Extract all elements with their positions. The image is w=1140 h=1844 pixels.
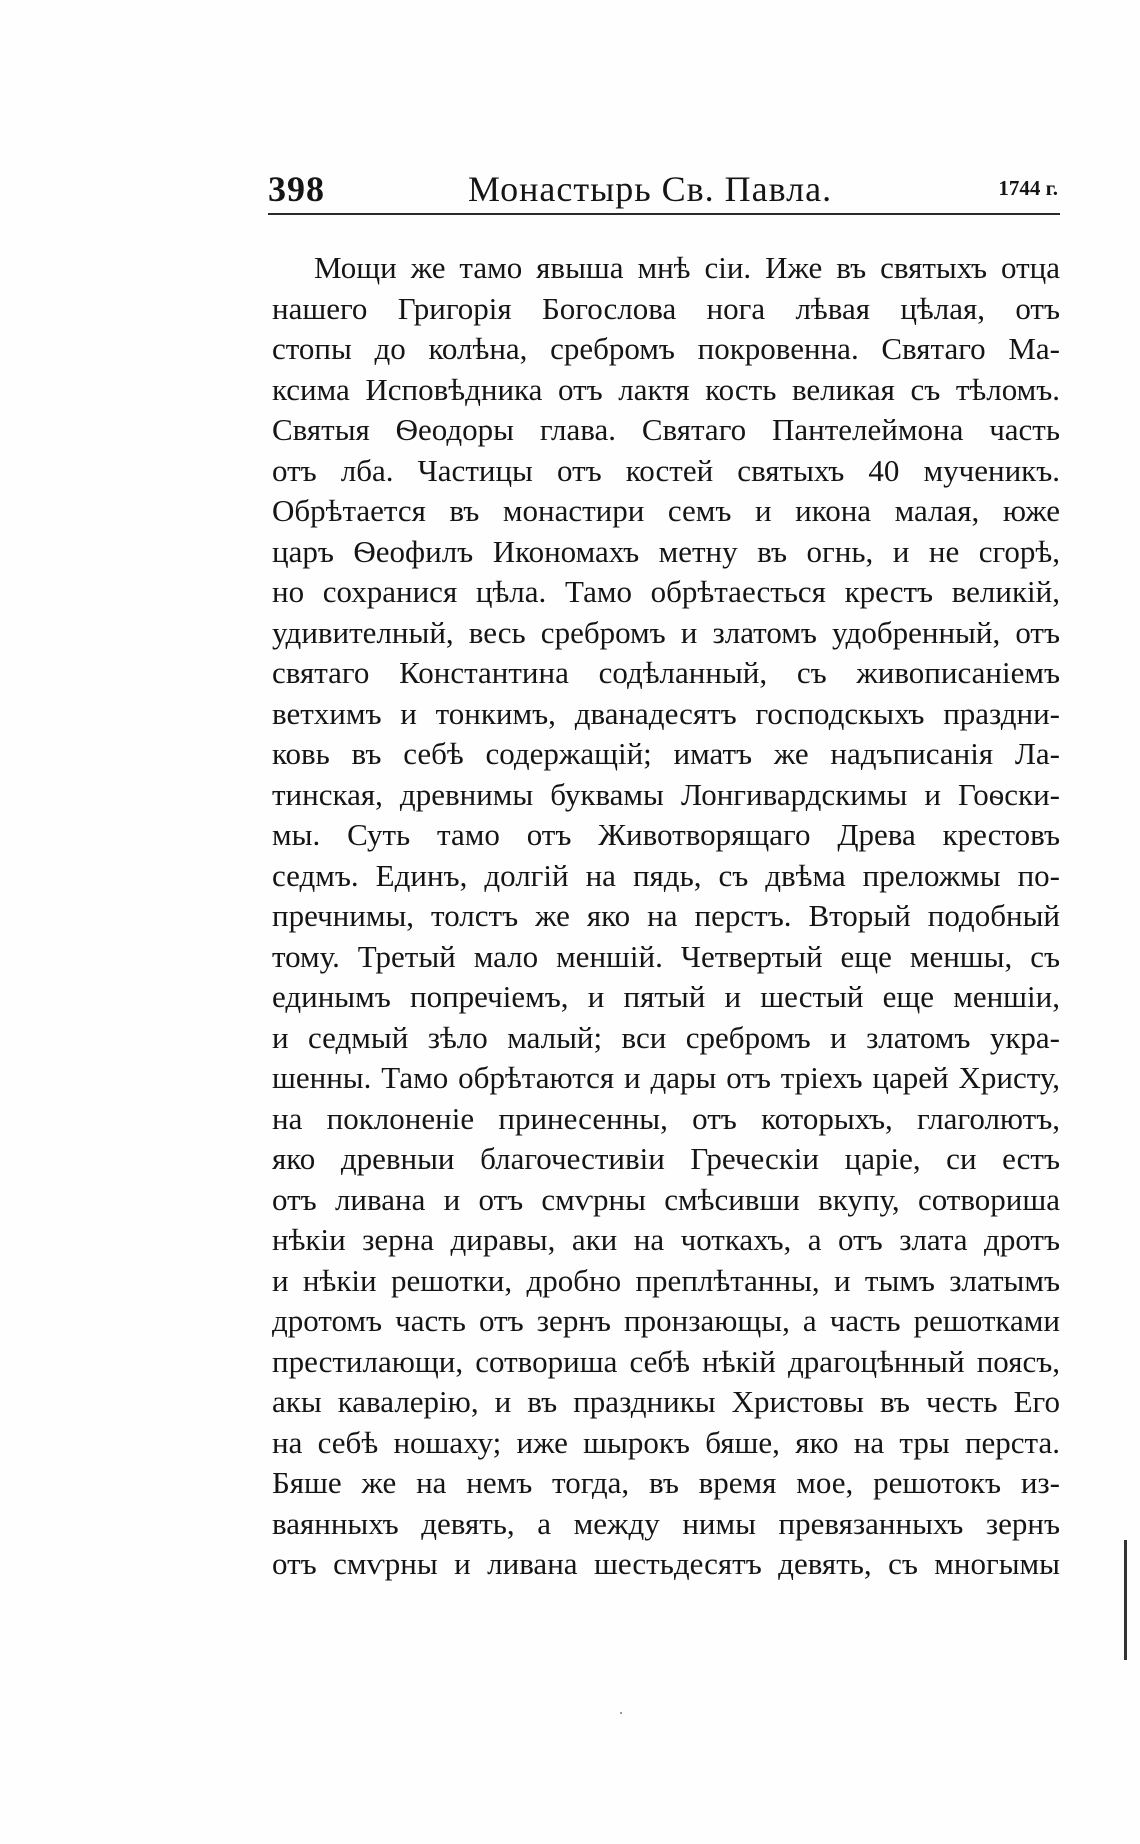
text-line-19: единымъ попречіемъ, и пятый и шестый еще меншіи, — [272, 979, 1060, 1014]
text-line-33: отъ смѵрны и ливана шестьдесятъ девять, съ многымы — [272, 1546, 1060, 1581]
text-line-9: но сохранися цѣла. Тамо обрѣтаесться крестъ великій, — [272, 574, 1060, 609]
text-line-5: Святыя Ѳеодоры глава. Святаго Пантелеймона часть — [272, 412, 1060, 447]
text-line-17: пречнимы, толстъ же яко на перстъ. Вторый подобный — [272, 898, 1060, 933]
text-line-11: святаго Константина содѣланный, съ живописаніемъ — [272, 655, 1060, 690]
text-line-7: Обрѣтается въ монастири семъ и икона малая, юже — [272, 493, 1060, 528]
page-header — [268, 168, 1058, 212]
text-line-20: и седмый зѣло малый; вси сребромъ и златомъ укра- — [272, 1019, 1060, 1055]
text-line-30: на себѣ ношаху; иже шырокъ бяше, яко на тры перста. — [272, 1424, 1060, 1460]
running-title: Монастырь Св. Павла. — [468, 169, 833, 209]
text-line-2: нашего Григорія Богослова нога лѣвая цѣлая, отъ — [272, 290, 1060, 326]
text-line-23: яко древныи благочестивіи Греческіи царіе, си естъ — [272, 1141, 1060, 1176]
text-line-32: ваянныхъ девять, а между нимы превязанныхъ зернъ — [272, 1505, 1060, 1541]
text-line-1: Мощи же тамо явыша мнѣ сіи. Иже въ святыхъ отца — [314, 250, 1060, 285]
text-line-6: отъ лба. Частицы отъ костей святыхъ 40 мученикъ. — [272, 452, 1060, 488]
text-line-29: акы кавалерію, и въ праздникы Христовы въ честь Его — [272, 1384, 1060, 1419]
text-line-10: удивителный, весь сребромъ и златомъ удобренный, отъ — [272, 614, 1060, 650]
scan-speck — [620, 1712, 622, 1714]
text-line-3: стопы до колѣна, сребромъ покровенна. Святаго Ма- — [272, 331, 1060, 366]
scan-margin-mark — [1124, 1540, 1127, 1660]
header-rule — [268, 213, 1060, 215]
text-line-28: престилающи, сотвориша себѣ нѣкій драгоцѣнный поясъ, — [272, 1343, 1060, 1379]
text-line-12: ветхимъ и тонкимъ, дванадесятъ господскыхъ праздни- — [272, 695, 1060, 731]
text-line-13: ковь въ себѣ содержащій; иматъ же надъписанія Ла- — [272, 736, 1060, 771]
text-line-26: и нѣкіи решотки, дробно преплѣтанны, и тымъ златымъ — [272, 1262, 1060, 1298]
text-line-24: отъ ливана и отъ смѵрны смѣсивши вкупу, сотвориша — [272, 1181, 1060, 1217]
body-text — [272, 248, 1060, 1585]
text-line-21: шенны. Тамо обрѣтаются и дары отъ тріехъ царей Христу, — [272, 1060, 1060, 1095]
text-line-27: дротомъ часть отъ зернъ пронзающы, а часть решотками — [272, 1303, 1060, 1338]
text-line-18: тому. Третый мало меншій. Четвертый еще меншы, съ — [272, 938, 1060, 974]
text-line-15: мы. Суть тамо отъ Животворящаго Древа крестовъ — [272, 817, 1060, 852]
text-line-8: царъ Ѳеофилъ Икономахъ метну въ огнь, и не сгорѣ, — [272, 533, 1060, 569]
year-marker: 1744 г. — [998, 176, 1058, 200]
text-line-16: седмъ. Единъ, долгій на пядь, съ двѣма преложмы по- — [272, 857, 1060, 893]
text-line-22: на поклоненіе принесенны, отъ которыхъ, глаголютъ, — [272, 1100, 1060, 1136]
text-line-31: Бяше же на немъ тогда, въ время мое, решотокъ из- — [272, 1465, 1060, 1500]
text-line-25: нѣкіи зерна диравы, аки на чоткахъ, а отъ злата дротъ — [272, 1222, 1060, 1257]
text-line-14: тинская, древнимы буквамы Лонгивардскимы и Гоѳски- — [272, 776, 1060, 812]
page-number: 398 — [268, 169, 325, 209]
text-line-4: ксима Исповѣдника отъ лактя кость великая съ тѣломъ. — [272, 371, 1060, 407]
